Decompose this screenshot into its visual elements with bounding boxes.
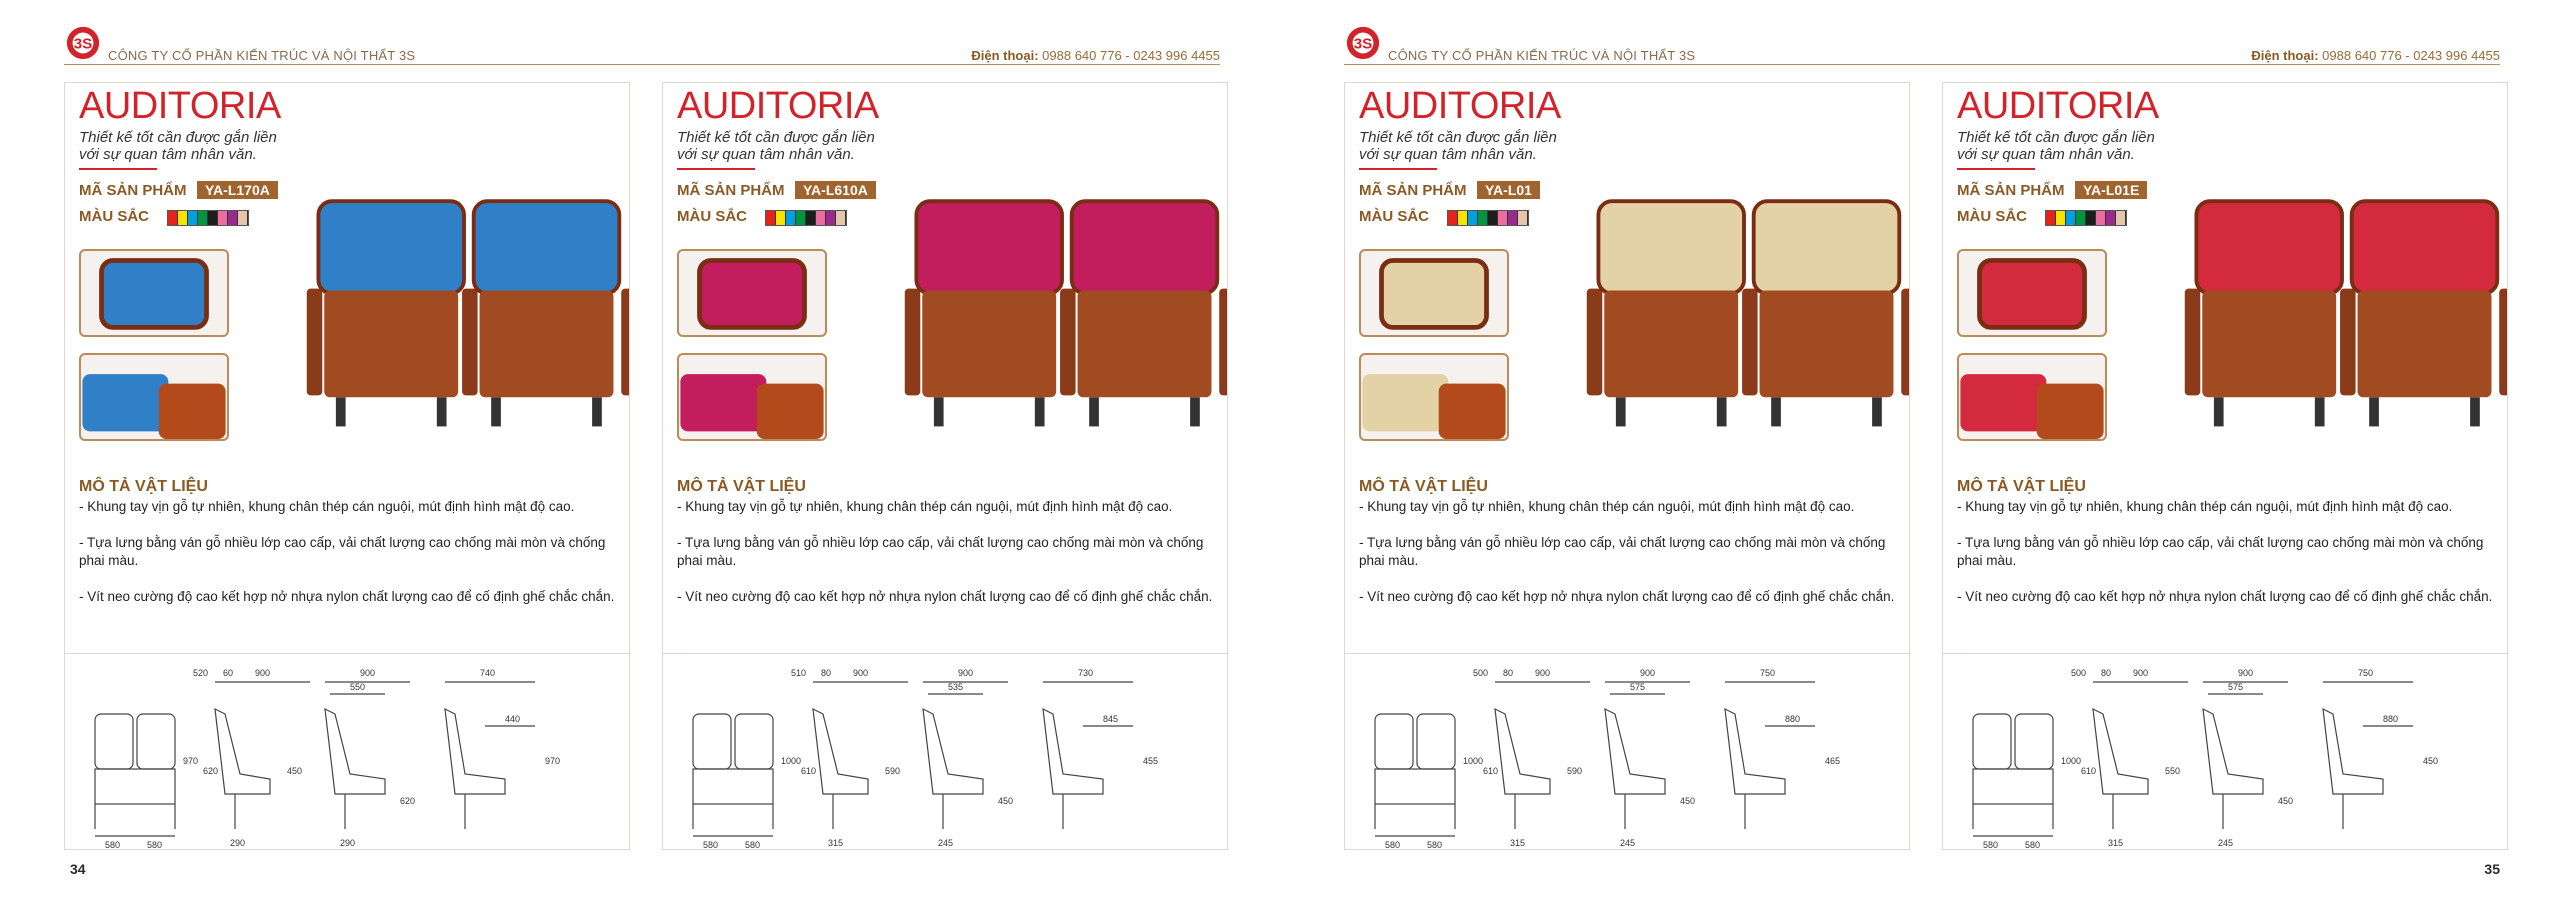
svg-text:580: 580 bbox=[1385, 840, 1401, 850]
company-name: CÔNG TY CỔ PHẦN KIẾN TRÚC VÀ NỘI THẤT 3S bbox=[1388, 48, 1696, 63]
catalog-page-right bbox=[1280, 0, 2560, 905]
color-label: MÀU SẮC bbox=[677, 208, 747, 225]
svg-text:510: 510 bbox=[791, 668, 807, 678]
svg-text:620: 620 bbox=[400, 796, 416, 806]
technical-drawing bbox=[663, 653, 1229, 852]
svg-text:970: 970 bbox=[183, 756, 199, 766]
svg-text:450: 450 bbox=[2278, 796, 2294, 806]
color-swatches bbox=[167, 210, 249, 226]
svg-text:440: 440 bbox=[505, 714, 521, 724]
svg-text:290: 290 bbox=[230, 838, 246, 848]
svg-text:3S: 3S bbox=[1353, 35, 1373, 53]
svg-text:970: 970 bbox=[545, 756, 561, 766]
product-photo bbox=[897, 178, 1227, 438]
svg-text:900: 900 bbox=[1535, 668, 1551, 678]
svg-text:245: 245 bbox=[1620, 838, 1636, 848]
technical-drawing bbox=[1943, 653, 2509, 852]
product-code-badge: YA-L610A bbox=[795, 181, 876, 199]
svg-text:245: 245 bbox=[2218, 838, 2234, 848]
svg-text:730: 730 bbox=[1078, 668, 1094, 678]
svg-text:880: 880 bbox=[2383, 714, 2399, 724]
svg-text:450: 450 bbox=[287, 766, 303, 776]
detail-thumbnail bbox=[677, 353, 827, 441]
svg-text:550: 550 bbox=[350, 682, 366, 692]
color-label: MÀU SẮC bbox=[1359, 208, 1429, 225]
svg-text:60: 60 bbox=[223, 668, 234, 678]
product-photo bbox=[299, 178, 629, 438]
product-title: AUDITORIA bbox=[677, 85, 879, 127]
title-underline bbox=[1957, 168, 2035, 170]
product-code-badge: YA-L170A bbox=[197, 181, 278, 199]
svg-text:80: 80 bbox=[2101, 668, 2112, 678]
svg-text:880: 880 bbox=[1785, 714, 1801, 724]
svg-text:550: 550 bbox=[2165, 766, 2181, 776]
svg-text:580: 580 bbox=[1427, 840, 1443, 850]
page-header bbox=[1344, 24, 2500, 65]
svg-text:580: 580 bbox=[105, 840, 121, 850]
svg-text:900: 900 bbox=[255, 668, 271, 678]
detail-thumbnail bbox=[1359, 353, 1509, 441]
product-code-badge: YA-L01E bbox=[2075, 181, 2147, 199]
detail-thumbnail bbox=[79, 249, 229, 337]
svg-text:455: 455 bbox=[1143, 756, 1159, 766]
svg-text:900: 900 bbox=[1640, 668, 1656, 678]
product-title: AUDITORIA bbox=[1957, 85, 2159, 127]
material-description: - Khung tay vịn gỗ tự nhiên, khung chân thép cán nguội, mút định hình mật độ cao. - Tựa lưng bằng ván gỗ nhiều lớp cao cấp, vải chất lượng cao chống mài mòn và chống phai màu. - Vít neo cường độ cao kết hợp nở nhựa nylon chất lượng cao để cố định ghế chắc chắn. bbox=[1957, 499, 2493, 604]
svg-text:575: 575 bbox=[1630, 682, 1646, 692]
product-photo bbox=[2177, 178, 2507, 438]
title-underline bbox=[1359, 168, 1437, 170]
product-card bbox=[1942, 82, 2508, 850]
phone-info: Điện thoại: 0988 640 776 - 0243 996 4455 bbox=[971, 48, 1220, 63]
svg-text:1000: 1000 bbox=[1463, 756, 1484, 766]
svg-text:580: 580 bbox=[1983, 840, 1999, 850]
company-logo bbox=[64, 24, 102, 62]
company-logo bbox=[1344, 24, 1382, 62]
svg-text:1000: 1000 bbox=[781, 756, 802, 766]
svg-text:315: 315 bbox=[828, 838, 844, 848]
color-label: MÀU SẮC bbox=[1957, 208, 2027, 225]
title-underline bbox=[677, 168, 755, 170]
material-title: MÔ TẢ VẬT LIỆU bbox=[79, 478, 208, 495]
svg-text:450: 450 bbox=[1680, 796, 1696, 806]
product-photo bbox=[1579, 178, 1909, 438]
svg-text:500: 500 bbox=[2071, 668, 2087, 678]
svg-text:740: 740 bbox=[480, 668, 496, 678]
svg-text:315: 315 bbox=[2108, 838, 2124, 848]
title-underline bbox=[79, 168, 157, 170]
product-card bbox=[662, 82, 1228, 850]
product-tagline: Thiết kế tốt cần được gắn liền với sự quan tâm nhân văn. bbox=[1957, 129, 2155, 163]
product-code-label: MÃ SẢN PHẨM bbox=[677, 182, 785, 199]
page-number: 34 bbox=[70, 861, 86, 877]
svg-text:520: 520 bbox=[193, 668, 209, 678]
svg-text:590: 590 bbox=[885, 766, 901, 776]
product-title: AUDITORIA bbox=[79, 85, 281, 127]
svg-text:580: 580 bbox=[147, 840, 163, 850]
svg-text:575: 575 bbox=[2228, 682, 2244, 692]
svg-text:535: 535 bbox=[948, 682, 964, 692]
technical-drawing bbox=[1345, 653, 1911, 852]
detail-thumbnail bbox=[677, 249, 827, 337]
svg-text:900: 900 bbox=[360, 668, 376, 678]
color-label: MÀU SẮC bbox=[79, 208, 149, 225]
svg-text:80: 80 bbox=[1503, 668, 1514, 678]
detail-thumbnail bbox=[79, 353, 229, 441]
product-tagline: Thiết kế tốt cần được gắn liền với sự quan tâm nhân văn. bbox=[1359, 129, 1557, 163]
svg-text:620: 620 bbox=[203, 766, 219, 776]
product-title: AUDITORIA bbox=[1359, 85, 1561, 127]
svg-text:450: 450 bbox=[998, 796, 1014, 806]
material-title: MÔ TẢ VẬT LIỆU bbox=[1957, 478, 2086, 495]
svg-text:610: 610 bbox=[801, 766, 817, 776]
material-title: MÔ TẢ VẬT LIỆU bbox=[1359, 478, 1488, 495]
svg-text:3S: 3S bbox=[73, 35, 93, 53]
product-tagline: Thiết kế tốt cần được gắn liền với sự quan tâm nhân văn. bbox=[677, 129, 875, 163]
svg-text:590: 590 bbox=[1567, 766, 1583, 776]
detail-thumbnail bbox=[1359, 249, 1509, 337]
svg-text:1000: 1000 bbox=[2061, 756, 2082, 766]
product-card bbox=[1344, 82, 1910, 850]
svg-text:900: 900 bbox=[2238, 668, 2254, 678]
svg-text:80: 80 bbox=[821, 668, 832, 678]
svg-text:750: 750 bbox=[1760, 668, 1776, 678]
svg-text:315: 315 bbox=[1510, 838, 1526, 848]
svg-text:750: 750 bbox=[2358, 668, 2374, 678]
material-description: - Khung tay vịn gỗ tự nhiên, khung chân thép cán nguội, mút định hình mật độ cao. - Tựa lưng bằng ván gỗ nhiều lớp cao cấp, vải chất lượng cao chống mài mòn và chống phai màu. - Vít neo cường độ cao kết hợp nở nhựa nylon chất lượng cao để cố định ghế chắc chắn. bbox=[1359, 499, 1895, 604]
svg-text:845: 845 bbox=[1103, 714, 1119, 724]
svg-text:900: 900 bbox=[2133, 668, 2149, 678]
detail-thumbnail bbox=[1957, 249, 2107, 337]
svg-text:580: 580 bbox=[703, 840, 719, 850]
page-header bbox=[64, 24, 1220, 65]
svg-text:580: 580 bbox=[2025, 840, 2041, 850]
product-card bbox=[64, 82, 630, 850]
svg-text:610: 610 bbox=[2081, 766, 2097, 776]
company-name: CÔNG TY CỔ PHẦN KIẾN TRÚC VÀ NỘI THẤT 3S bbox=[108, 48, 416, 63]
page-number: 35 bbox=[2484, 861, 2500, 877]
material-description: - Khung tay vịn gỗ tự nhiên, khung chân thép cán nguội, mút định hình mật độ cao. - Tựa lưng bằng ván gỗ nhiều lớp cao cấp, vải chất lượng cao chống mài mòn và chống phai màu. - Vít neo cường độ cao kết hợp nở nhựa nylon chất lượng cao để cố định ghế chắc chắn. bbox=[79, 499, 615, 604]
svg-text:465: 465 bbox=[1825, 756, 1841, 766]
color-swatches bbox=[2045, 210, 2127, 226]
svg-text:580: 580 bbox=[745, 840, 761, 850]
material-description: - Khung tay vịn gỗ tự nhiên, khung chân thép cán nguội, mút định hình mật độ cao. - Tựa lưng bằng ván gỗ nhiều lớp cao cấp, vải chất lượng cao chống mài mòn và chống phai màu. - Vít neo cường độ cao kết hợp nở nhựa nylon chất lượng cao để cố định ghế chắc chắn. bbox=[677, 499, 1213, 604]
color-swatches bbox=[765, 210, 847, 226]
svg-text:900: 900 bbox=[958, 668, 974, 678]
phone-info: Điện thoại: 0988 640 776 - 0243 996 4455 bbox=[2251, 48, 2500, 63]
svg-text:900: 900 bbox=[853, 668, 869, 678]
product-tagline: Thiết kế tốt cần được gắn liền với sự quan tâm nhân văn. bbox=[79, 129, 277, 163]
product-code-label: MÃ SẢN PHẨM bbox=[1359, 182, 1467, 199]
product-code-label: MÃ SẢN PHẨM bbox=[1957, 182, 2065, 199]
technical-drawing bbox=[65, 653, 631, 852]
svg-text:290: 290 bbox=[340, 838, 356, 848]
color-swatches bbox=[1447, 210, 1529, 226]
svg-text:245: 245 bbox=[938, 838, 954, 848]
svg-text:500: 500 bbox=[1473, 668, 1489, 678]
svg-text:450: 450 bbox=[2423, 756, 2439, 766]
product-code-label: MÃ SẢN PHẨM bbox=[79, 182, 187, 199]
detail-thumbnail bbox=[1957, 353, 2107, 441]
material-title: MÔ TẢ VẬT LIỆU bbox=[677, 478, 806, 495]
svg-text:610: 610 bbox=[1483, 766, 1499, 776]
product-code-badge: YA-L01 bbox=[1477, 181, 1540, 199]
